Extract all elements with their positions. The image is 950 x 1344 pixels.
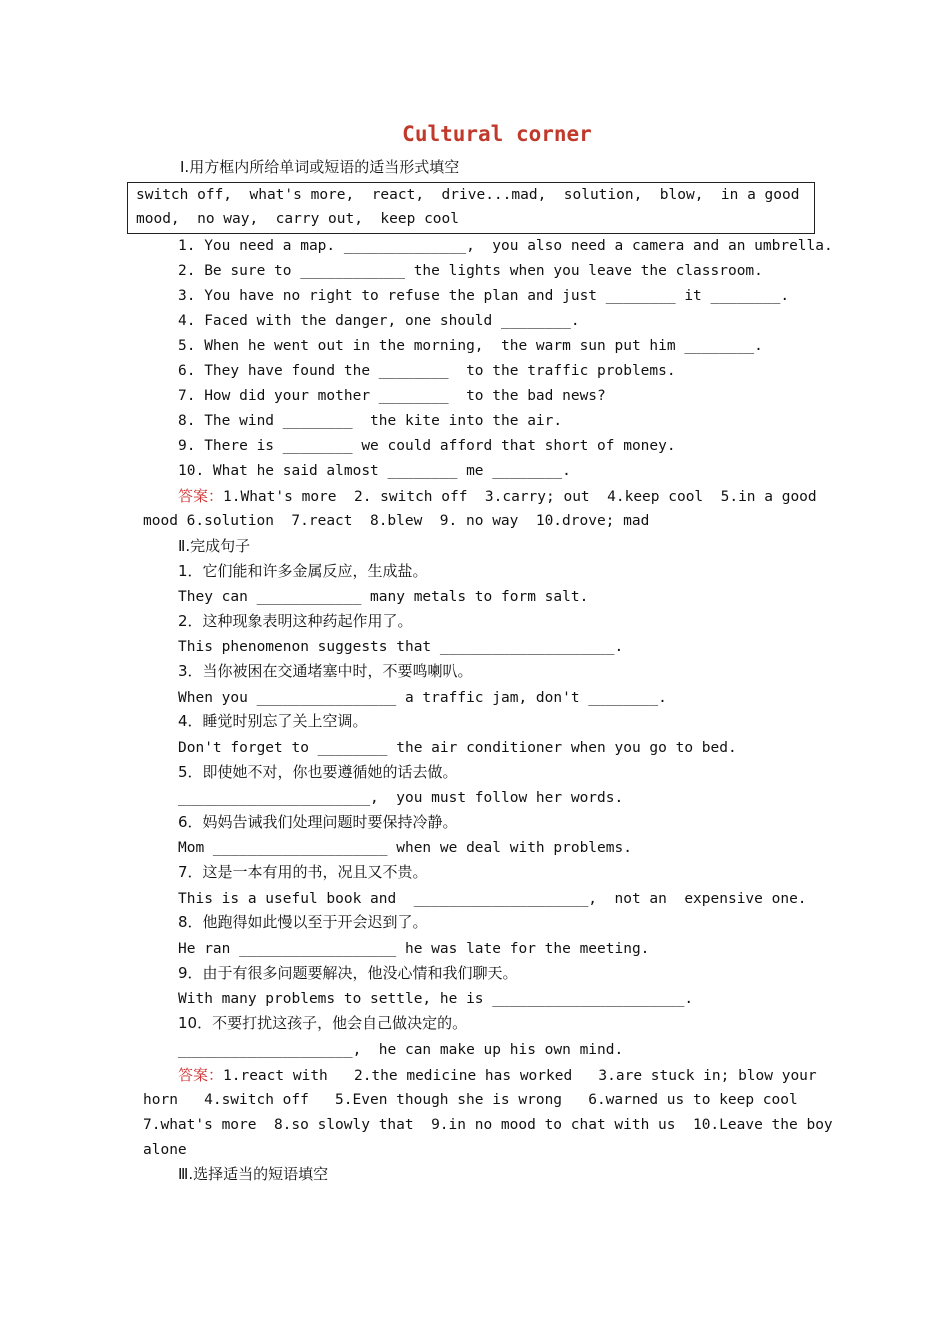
answer-block-2 (178, 1065, 817, 1085)
word-box (127, 182, 815, 234)
exercise2-cn-1: 1．它们能和许多金属反应，生成盐。 (178, 562, 428, 580)
section3-heading: Ⅲ.选择适当的短语填空 (178, 1165, 329, 1183)
exercise2-en-5: ______________________, you must follow her words. (178, 790, 624, 806)
answer-block-2-line-2: horn 4.switch off 5.Even though she is wrong 6.warned us to keep cool (143, 1092, 798, 1108)
exercise1-item-8: 8. The wind ________ the kite into the air. (178, 413, 563, 429)
answer-text: 1.What's more 2. switch off 3.carry; out 4.keep cool 5.in a good (223, 489, 817, 505)
answer-label: 答案： (178, 1066, 224, 1084)
exercise2-en-8: He ran __________________ he was late for the meeting. (178, 941, 650, 957)
exercise2-cn-6: 6．妈妈告诫我们处理问题时要保持冷静。 (178, 813, 458, 831)
answer-label: 答案： (178, 487, 224, 505)
exercise1-item-5: 5. When he went out in the morning, the warm sun put him ________. (178, 338, 763, 354)
answer-block-2-line-4: alone (143, 1142, 187, 1158)
exercise2-cn-4: 4．睡觉时别忘了关上空调。 (178, 712, 368, 730)
section1-heading: Ⅰ.用方框内所给单词或短语的适当形式填空 (180, 158, 460, 176)
word-box-line-2: mood, no way, carry out, keep cool (136, 211, 460, 227)
exercise2-cn-5: 5．即使她不对，你也要遵循她的话去做。 (178, 763, 458, 781)
word-box-line-1: switch off, what's more, react, drive...mad, solution, blow, in a good (136, 187, 800, 203)
exercise2-cn-8: 8．他跑得如此慢以至于开会迟到了。 (178, 913, 428, 931)
exercise2-en-9: With many problems to settle, he is ______________________. (178, 991, 694, 1007)
exercise2-en-3: When you ________________ a traffic jam, don't ________. (178, 690, 667, 706)
exercise1-item-2: 2. Be sure to ____________ the lights when you leave the classroom. (178, 263, 763, 279)
exercise1-item-10: 10. What he said almost ________ me ________. (178, 463, 571, 479)
section2-heading: Ⅱ.完成句子 (178, 537, 251, 555)
exercise1-item-3: 3. You have no right to refuse the plan and just ________ it ________. (178, 288, 790, 304)
answer-text: 1.react with 2.the medicine has worked 3.are stuck in; blow your (223, 1068, 817, 1084)
exercise2-en-6: Mom ____________________ when we deal with problems. (178, 840, 632, 856)
exercise1-item-9: 9. There is ________ we could afford that short of money. (178, 438, 676, 454)
page-title: Cultural corner (402, 122, 592, 146)
exercise2-en-10: ____________________, he can make up his own mind. (178, 1042, 624, 1058)
answer-block-1 (178, 486, 817, 506)
exercise2-en-2: This phenomenon suggests that ____________________. (178, 639, 624, 655)
answer-block-1-line-2: mood 6.solution 7.react 8.blew 9. no way 10.drove; mad (143, 513, 650, 529)
exercise1-item-6: 6. They have found the ________ to the traffic problems. (178, 363, 676, 379)
exercise2-cn-10: 10．不要打扰这孩子，他会自己做决定的。 (178, 1014, 468, 1032)
exercise2-cn-3: 3．当你被困在交通堵塞中时，不要鸣喇叭。 (178, 662, 473, 680)
exercise2-cn-2: 2．这种现象表明这种药起作用了。 (178, 612, 413, 630)
exercise1-item-4: 4. Faced with the danger, one should ________. (178, 313, 580, 329)
exercise2-cn-9: 9．由于有很多问题要解决，他没心情和我们聊天。 (178, 964, 518, 982)
exercise1-item-7: 7. How did your mother ________ to the bad news? (178, 388, 606, 404)
exercise2-en-1: They can ____________ many metals to form salt. (178, 589, 589, 605)
answer-block-2-line-3: 7.what's more 8.so slowly that 9.in no mood to chat with us 10.Leave the boy (143, 1117, 833, 1133)
exercise2-en-4: Don't forget to ________ the air conditioner when you go to bed. (178, 740, 737, 756)
exercise1-item-1: 1. You need a map. ______________, you also need a camera and an umbrella. (178, 238, 833, 254)
exercise2-cn-7: 7．这是一本有用的书，况且又不贵。 (178, 863, 428, 881)
exercise2-en-7: This is a useful book and ____________________, not an expensive one. (178, 891, 807, 907)
